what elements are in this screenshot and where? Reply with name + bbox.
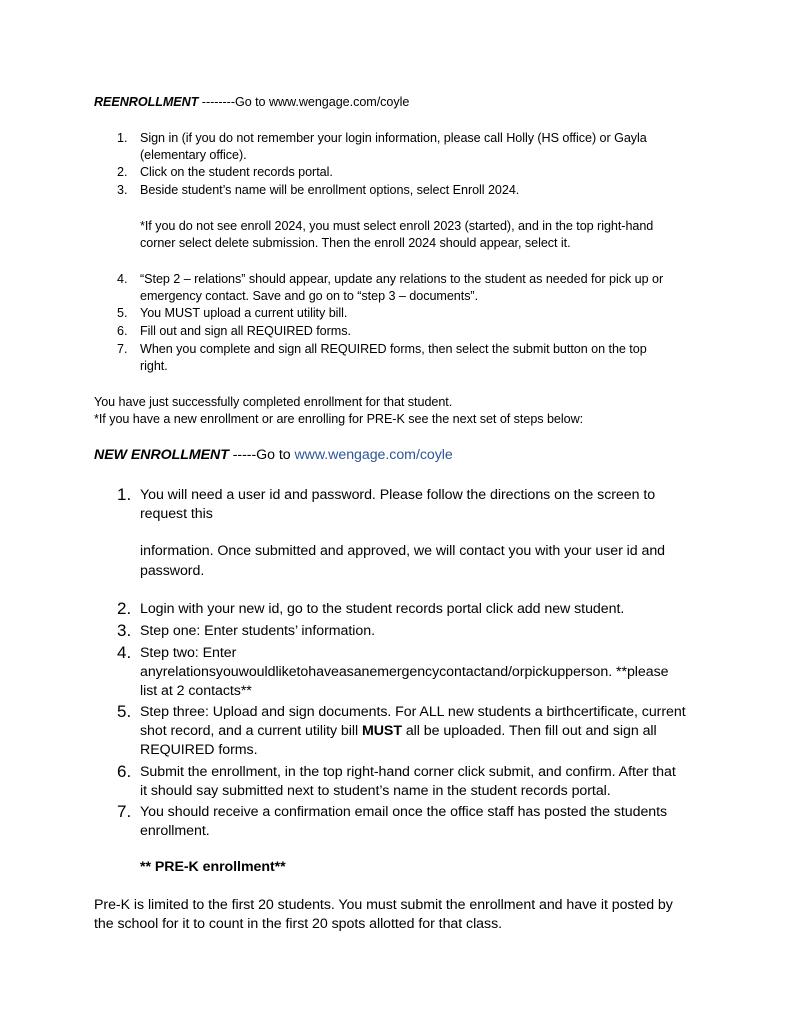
list-item-text: Click on the student records portal.: [140, 165, 333, 179]
list-item-text: Login with your new id, go to the student records portal click add new student.: [140, 601, 625, 617]
list-number: 3.: [117, 621, 132, 640]
list-item-text: information. Once submitted and approved, we will contact you with your user id and: [140, 543, 666, 559]
step5-text-post: all be uploaded. Then fill out and sign all: [401, 723, 657, 739]
list-number: 4.: [117, 643, 132, 662]
note-text: *If you do not see enroll 2024, you must select enroll 2023 (started), and in the top right-hand: [140, 219, 654, 233]
list-item-text: You MUST upload a current utility bill.: [140, 306, 348, 320]
note-text: corner select delete submission. Then the enroll 2024 should appear, select it.: [140, 236, 571, 250]
list-number: 2.: [117, 599, 132, 618]
completion-note: *If you have a new enrollment or are enrolling for PRE-K see the next set of steps below:: [94, 412, 584, 426]
list-number: 3.: [117, 183, 128, 197]
list-item-text: Sign in (if you do not remember your login information, please call Holly (HS office) or Gayla: [140, 131, 647, 145]
list-item-text: [140, 722, 657, 741]
list-number: 1.: [117, 131, 128, 145]
new-enrollment-intro: -----Go to: [228, 447, 295, 463]
list-number: 6.: [117, 324, 128, 338]
list-number: 7.: [117, 342, 128, 356]
new-enrollment-heading: NEW ENROLLMENT: [94, 447, 229, 463]
list-number: 5.: [117, 702, 132, 721]
list-item-text: You should receive a confirmation email once the office staff has posted the students: [140, 804, 668, 820]
list-item-text: Step two: Enter: [140, 645, 237, 661]
list-item-text: it should say submitted next to student’s name in the student records portal.: [140, 783, 611, 799]
prek-text: Pre-K is limited to the first 20 students. You must submit the enrollment and have it posted by: [94, 897, 673, 913]
list-item-text: anyrelationsyouwouldliketohaveasanemergencycontactand/orpickupperson. **please: [140, 664, 669, 680]
list-item-text: enrollment.: [140, 823, 210, 839]
list-item-text: Step three: Upload and sign documents. For ALL new students a birthcertificate, current: [140, 704, 686, 720]
reenrollment-intro: --------Go to www.wengage.com/coyle: [198, 95, 410, 109]
step5-text-pre: shot record, and a current utility bill: [140, 723, 362, 739]
list-item-text: You will need a user id and password. Please follow the directions on the screen to: [140, 487, 656, 503]
list-number: 1.: [117, 485, 132, 504]
list-item-text: “Step 2 – relations” should appear, update any relations to the student as needed for pick up or: [140, 272, 664, 286]
list-item-text: Step one: Enter students’ information.: [140, 623, 375, 639]
step5-must-text: MUST: [361, 723, 402, 739]
list-item-text: (elementary office).: [140, 148, 247, 162]
prek-text: the school for it to count in the first 20 spots allotted for that class.: [94, 916, 503, 932]
completion-text: You have just successfully completed enrollment for that student.: [94, 395, 453, 409]
list-item-text: Fill out and sign all REQUIRED forms.: [140, 324, 351, 338]
prek-heading: ** PRE-K enrollment**: [140, 859, 286, 875]
wengage-link[interactable]: www.wengage.com/coyle: [294, 447, 453, 463]
list-item-text: right.: [140, 359, 168, 373]
list-item-text: request this: [140, 506, 213, 522]
reenrollment-heading-line: [94, 94, 409, 111]
list-item-text: Submit the enrollment, in the top right-hand corner click submit, and confirm. After that: [140, 764, 676, 780]
list-number: 7.: [117, 802, 132, 821]
list-item-text: emergency contact. Save and go on to “step 3 – documents”.: [140, 289, 479, 303]
list-item-text: REQUIRED forms.: [140, 742, 258, 758]
list-item-text: password.: [140, 563, 205, 579]
list-item-text: list at 2 contacts**: [140, 683, 252, 699]
list-number: 5.: [117, 306, 128, 320]
list-number: 2.: [117, 165, 128, 179]
list-number: 6.: [117, 762, 132, 781]
list-number: 4.: [117, 272, 128, 286]
reenrollment-heading: REENROLLMENT: [94, 95, 199, 109]
list-item-text: Beside student’s name will be enrollment options, select Enroll 2024.: [140, 183, 520, 197]
new-enrollment-heading-line: [94, 446, 453, 465]
list-item-text: When you complete and sign all REQUIRED forms, then select the submit button on the top: [140, 342, 647, 356]
